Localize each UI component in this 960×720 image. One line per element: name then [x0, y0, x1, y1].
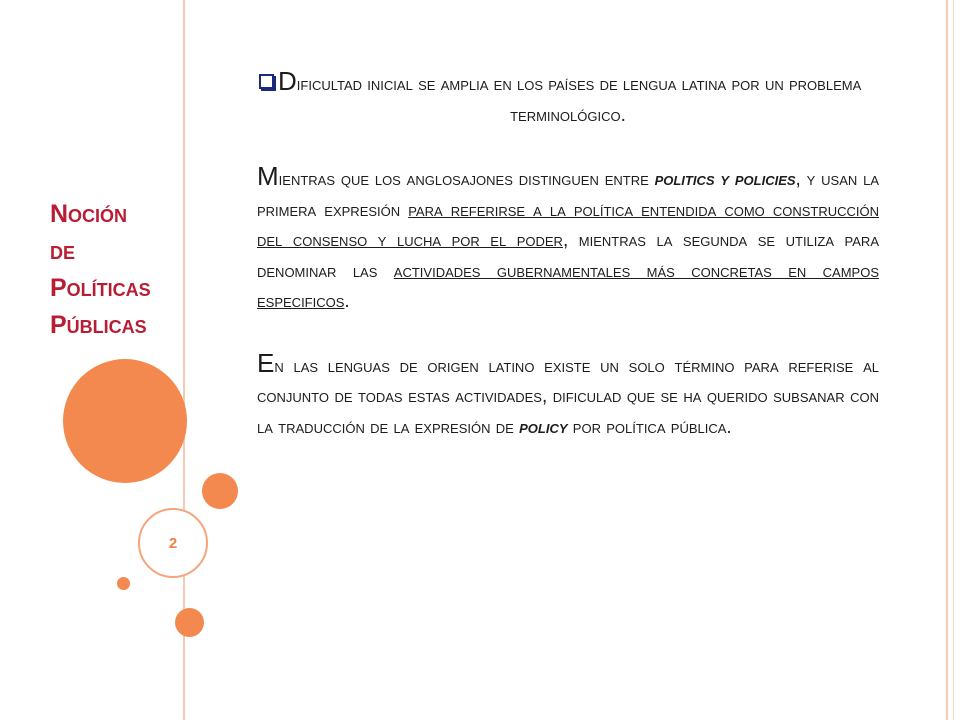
- term-policy: policy: [519, 416, 568, 438]
- lower-orange-circle: [175, 608, 204, 637]
- term-policies: policies: [734, 169, 796, 190]
- title-line-4: Públicas: [50, 311, 147, 339]
- drop-cap-3: E: [257, 347, 275, 378]
- paragraph-1: [257, 66, 879, 101]
- right-divider-line-thin: [953, 0, 954, 720]
- paragraph-2: [257, 161, 879, 318]
- title-line-3: Políticas: [50, 274, 151, 302]
- underlined-phrase-2: actividades gubernamentales más concretas en campos especificos: [257, 260, 880, 312]
- medium-orange-circle: [202, 473, 238, 509]
- term-politics: politics: [654, 169, 715, 190]
- paragraph-1-text: ificultad inicial se amplia en los países de lengua latina por un problema: [296, 74, 862, 95]
- paragraph-2-text-2: , y usan la primera expresión: [257, 169, 879, 221]
- drop-cap-2: M: [257, 161, 279, 191]
- paragraph-3: [257, 348, 879, 444]
- underlined-phrase-1: para referirse a la política entendida como construcción del consenso y lucha por el poder: [257, 199, 879, 251]
- conjunction-y: y: [714, 169, 735, 190]
- small-orange-circle: [117, 577, 130, 590]
- paragraph-2-text-1: ientras que los anglosajones distinguen entre: [278, 169, 655, 190]
- paragraph-2-text-4: .: [344, 291, 350, 312]
- paragraph-3-text-1: n las lenguas de origen latino existe un solo término para referise al conjunto de todas estas actividades, dificulad que se ha querido subsanar con la traducción de la expresión de: [257, 355, 879, 438]
- large-orange-circle: [63, 359, 187, 483]
- title-line-2: de: [50, 237, 76, 265]
- paragraph-2-text-3: , mientras la segunda se utiliza para denominar las: [257, 230, 879, 282]
- title-line-1: Noción: [50, 200, 128, 228]
- spacer: [257, 131, 879, 161]
- slide-content: [257, 66, 879, 443]
- paragraph-3-text-2: por política pública.: [567, 416, 732, 438]
- spacer: [257, 318, 879, 348]
- right-divider-line: [946, 0, 948, 720]
- slide-number-badge: [138, 508, 208, 578]
- checkbox-bullet-icon: [259, 74, 274, 89]
- drop-cap-1: D: [278, 66, 297, 96]
- slide-title: [50, 196, 200, 344]
- paragraph-1-last-line: terminológico.: [510, 104, 626, 126]
- slide-number: 2: [168, 534, 178, 552]
